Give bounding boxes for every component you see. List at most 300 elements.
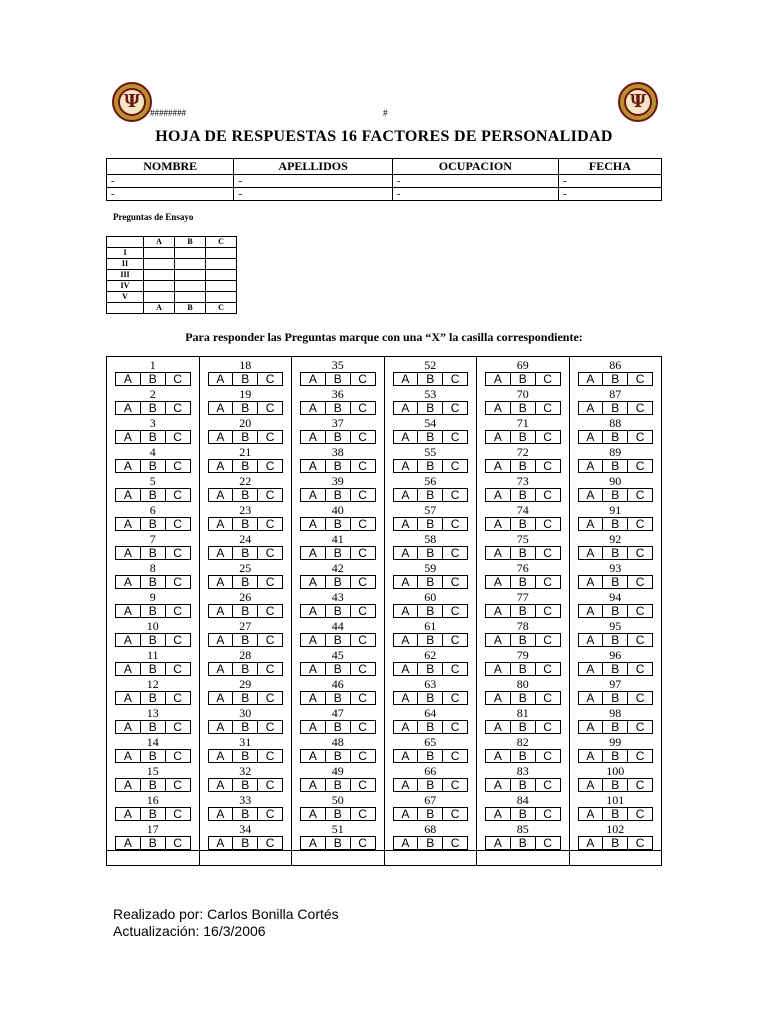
answer-option-c[interactable]: C [358, 604, 367, 618]
practice-cell[interactable] [206, 248, 237, 259]
answer-option-b[interactable]: B [511, 373, 536, 385]
answer-option-c[interactable]: C [173, 807, 182, 821]
answer-option-b[interactable]: B [233, 634, 258, 646]
answer-option-b[interactable]: B [511, 634, 536, 646]
answer-option-c[interactable]: C [265, 517, 275, 531]
answer-option-c[interactable]: C [635, 691, 645, 705]
answer-option-c[interactable]: C [265, 778, 275, 792]
answer-option-c[interactable]: C [173, 836, 182, 850]
answer-option-b[interactable]: B [511, 402, 536, 414]
answer-option-c[interactable]: C [173, 430, 182, 444]
answer-option-c[interactable]: C [635, 778, 645, 792]
answer-option-c[interactable]: C [450, 575, 460, 589]
answer-option-c[interactable]: C [265, 749, 275, 763]
answer-option-c[interactable]: C [543, 691, 552, 705]
answer-option-b[interactable]: B [418, 750, 443, 762]
answer-option-c[interactable]: C [543, 604, 552, 618]
answer-option-a[interactable]: A [116, 518, 141, 530]
answer-option-b[interactable]: B [418, 402, 443, 414]
answer-option-b[interactable]: B [418, 431, 443, 443]
answer-option-c[interactable]: C [173, 459, 182, 473]
answer-option-b[interactable]: B [603, 576, 628, 588]
answer-option-a[interactable]: A [209, 605, 234, 617]
practice-cell[interactable] [206, 270, 237, 281]
answer-option-c[interactable]: C [543, 633, 552, 647]
answer-option-a[interactable]: A [116, 779, 141, 791]
answer-option-a[interactable]: A [394, 605, 419, 617]
answer-option-a[interactable]: A [301, 576, 326, 588]
answer-option-c[interactable]: C [358, 778, 367, 792]
answer-option-a[interactable]: A [301, 692, 326, 704]
answer-option-a[interactable]: A [116, 634, 141, 646]
answer-option-b[interactable]: B [511, 547, 536, 559]
answer-option-b[interactable]: B [141, 634, 166, 646]
answer-option-c[interactable]: C [173, 401, 182, 415]
answer-option-c[interactable]: C [358, 459, 367, 473]
answer-option-c[interactable]: C [265, 575, 275, 589]
answer-option-b[interactable]: B [141, 373, 166, 385]
answer-option-c[interactable]: C [265, 604, 275, 618]
answer-option-c[interactable]: C [173, 778, 182, 792]
answer-option-c[interactable]: C [265, 720, 275, 734]
answer-option-c[interactable]: C [635, 430, 645, 444]
answer-option-c[interactable]: C [450, 604, 460, 618]
answer-option-a[interactable]: A [486, 489, 511, 501]
answer-option-a[interactable]: A [209, 373, 234, 385]
answer-option-c[interactable]: C [358, 546, 367, 560]
answer-option-a[interactable]: A [394, 518, 419, 530]
answer-option-c[interactable]: C [265, 836, 275, 850]
answer-option-a[interactable]: A [209, 721, 234, 733]
answer-option-a[interactable]: A [209, 460, 234, 472]
answer-option-b[interactable]: B [233, 808, 258, 820]
practice-cell[interactable] [144, 281, 175, 292]
answer-option-a[interactable]: A [209, 402, 234, 414]
answer-option-c[interactable]: C [173, 575, 182, 589]
answer-option-b[interactable]: B [233, 779, 258, 791]
answer-option-b[interactable]: B [326, 373, 351, 385]
answer-option-b[interactable]: B [326, 402, 351, 414]
practice-cell[interactable] [206, 292, 237, 303]
answer-option-b[interactable]: B [326, 808, 351, 820]
answer-option-a[interactable]: A [486, 721, 511, 733]
answer-option-b[interactable]: B [141, 779, 166, 791]
answer-option-c[interactable]: C [543, 778, 552, 792]
answer-option-a[interactable]: A [394, 663, 419, 675]
answer-option-c[interactable]: C [450, 430, 460, 444]
answer-option-a[interactable]: A [486, 431, 511, 443]
answer-option-b[interactable]: B [603, 663, 628, 675]
answer-option-b[interactable]: B [511, 721, 536, 733]
answer-option-c[interactable]: C [173, 633, 182, 647]
answer-option-b[interactable]: B [511, 431, 536, 443]
answer-option-b[interactable]: B [326, 605, 351, 617]
answer-option-b[interactable]: B [233, 518, 258, 530]
answer-option-b[interactable]: B [141, 489, 166, 501]
practice-cell[interactable] [175, 259, 206, 270]
answer-option-c[interactable]: C [358, 633, 367, 647]
answer-option-b[interactable]: B [141, 402, 166, 414]
answer-option-b[interactable]: B [326, 547, 351, 559]
answer-option-a[interactable]: A [486, 518, 511, 530]
answer-option-c[interactable]: C [543, 488, 552, 502]
answer-option-c[interactable]: C [265, 401, 275, 415]
answer-option-a[interactable]: A [579, 402, 604, 414]
answer-option-b[interactable]: B [233, 576, 258, 588]
answer-option-a[interactable]: A [579, 837, 604, 849]
answer-option-b[interactable]: B [141, 547, 166, 559]
answer-option-c[interactable]: C [358, 430, 367, 444]
answer-option-c[interactable]: C [450, 517, 460, 531]
answer-option-c[interactable]: C [635, 836, 645, 850]
answer-option-c[interactable]: C [450, 691, 460, 705]
answer-option-a[interactable]: A [579, 518, 604, 530]
practice-cell[interactable] [206, 259, 237, 270]
answer-option-c[interactable]: C [173, 720, 182, 734]
answer-option-b[interactable]: B [233, 402, 258, 414]
info-cell[interactable]: - [234, 188, 392, 201]
answer-option-a[interactable]: A [394, 634, 419, 646]
answer-option-c[interactable]: C [173, 662, 182, 676]
answer-option-a[interactable]: A [394, 721, 419, 733]
answer-option-b[interactable]: B [603, 402, 628, 414]
answer-option-b[interactable]: B [603, 837, 628, 849]
answer-option-c[interactable]: C [173, 372, 182, 386]
answer-option-b[interactable]: B [511, 576, 536, 588]
answer-option-c[interactable]: C [265, 430, 275, 444]
answer-option-a[interactable]: A [209, 518, 234, 530]
answer-option-b[interactable]: B [418, 634, 443, 646]
answer-option-a[interactable]: A [301, 547, 326, 559]
answer-option-a[interactable]: A [209, 634, 234, 646]
answer-option-a[interactable]: A [394, 373, 419, 385]
answer-option-b[interactable]: B [326, 431, 351, 443]
answer-option-a[interactable]: A [394, 779, 419, 791]
answer-option-b[interactable]: B [511, 808, 536, 820]
answer-option-b[interactable]: B [233, 721, 258, 733]
answer-option-a[interactable]: A [579, 576, 604, 588]
answer-option-c[interactable]: C [635, 546, 645, 560]
answer-option-a[interactable]: A [579, 779, 604, 791]
answer-option-c[interactable]: C [265, 459, 275, 473]
answer-option-a[interactable]: A [486, 808, 511, 820]
answer-option-a[interactable]: A [116, 837, 141, 849]
answer-option-a[interactable]: A [116, 576, 141, 588]
answer-option-b[interactable]: B [233, 605, 258, 617]
answer-option-b[interactable]: B [141, 460, 166, 472]
answer-option-b[interactable]: B [141, 518, 166, 530]
answer-option-b[interactable]: B [418, 518, 443, 530]
answer-option-b[interactable]: B [141, 750, 166, 762]
answer-option-a[interactable]: A [486, 373, 511, 385]
answer-option-b[interactable]: B [511, 692, 536, 704]
answer-option-c[interactable]: C [543, 749, 552, 763]
answer-option-c[interactable]: C [543, 372, 552, 386]
answer-option-b[interactable]: B [326, 518, 351, 530]
answer-option-a[interactable]: A [209, 547, 234, 559]
answer-option-c[interactable]: C [450, 807, 460, 821]
answer-option-b[interactable]: B [141, 431, 166, 443]
answer-option-c[interactable]: C [635, 633, 645, 647]
answer-option-b[interactable]: B [326, 663, 351, 675]
answer-option-c[interactable]: C [173, 604, 182, 618]
answer-option-a[interactable]: A [116, 489, 141, 501]
answer-option-b[interactable]: B [233, 837, 258, 849]
answer-option-b[interactable]: B [326, 779, 351, 791]
answer-option-c[interactable]: C [358, 401, 367, 415]
answer-option-a[interactable]: A [579, 489, 604, 501]
info-cell[interactable]: - [392, 188, 558, 201]
answer-option-a[interactable]: A [394, 460, 419, 472]
practice-cell[interactable] [144, 259, 175, 270]
answer-option-a[interactable]: A [486, 837, 511, 849]
answer-option-a[interactable]: A [579, 721, 604, 733]
answer-option-c[interactable]: C [543, 459, 552, 473]
answer-option-c[interactable]: C [173, 517, 182, 531]
answer-option-b[interactable]: B [511, 489, 536, 501]
answer-option-c[interactable]: C [358, 807, 367, 821]
answer-option-c[interactable]: C [358, 372, 367, 386]
answer-option-c[interactable]: C [450, 720, 460, 734]
answer-option-c[interactable]: C [173, 546, 182, 560]
answer-option-a[interactable]: A [116, 663, 141, 675]
answer-option-a[interactable]: A [579, 692, 604, 704]
answer-option-a[interactable]: A [301, 373, 326, 385]
answer-option-a[interactable]: A [301, 808, 326, 820]
practice-cell[interactable] [175, 270, 206, 281]
answer-option-b[interactable]: B [418, 576, 443, 588]
answer-option-c[interactable]: C [358, 488, 367, 502]
answer-option-c[interactable]: C [635, 604, 645, 618]
answer-option-c[interactable]: C [265, 488, 275, 502]
answer-option-c[interactable]: C [543, 807, 552, 821]
answer-option-a[interactable]: A [116, 808, 141, 820]
info-cell[interactable]: - [107, 188, 234, 201]
answer-option-a[interactable]: A [486, 547, 511, 559]
answer-option-a[interactable]: A [301, 634, 326, 646]
answer-option-a[interactable]: A [209, 750, 234, 762]
answer-option-b[interactable]: B [418, 663, 443, 675]
answer-option-a[interactable]: A [301, 663, 326, 675]
answer-option-a[interactable]: A [209, 489, 234, 501]
answer-option-a[interactable]: A [394, 576, 419, 588]
answer-option-c[interactable]: C [543, 662, 552, 676]
answer-option-a[interactable]: A [301, 721, 326, 733]
answer-option-b[interactable]: B [141, 692, 166, 704]
answer-option-a[interactable]: A [579, 808, 604, 820]
answer-option-b[interactable]: B [326, 460, 351, 472]
answer-option-b[interactable]: B [603, 750, 628, 762]
answer-option-a[interactable]: A [209, 692, 234, 704]
answer-option-a[interactable]: A [394, 402, 419, 414]
answer-option-c[interactable]: C [358, 575, 367, 589]
answer-option-c[interactable]: C [635, 517, 645, 531]
answer-option-c[interactable]: C [173, 749, 182, 763]
answer-option-a[interactable]: A [301, 518, 326, 530]
answer-option-a[interactable]: A [301, 750, 326, 762]
answer-option-b[interactable]: B [418, 837, 443, 849]
answer-option-b[interactable]: B [418, 605, 443, 617]
answer-option-a[interactable]: A [301, 460, 326, 472]
answer-option-b[interactable]: B [233, 547, 258, 559]
answer-option-b[interactable]: B [603, 373, 628, 385]
answer-option-c[interactable]: C [450, 401, 460, 415]
answer-option-a[interactable]: A [579, 547, 604, 559]
answer-option-b[interactable]: B [326, 750, 351, 762]
answer-option-a[interactable]: A [116, 750, 141, 762]
answer-option-a[interactable]: A [486, 750, 511, 762]
answer-option-b[interactable]: B [233, 431, 258, 443]
answer-option-a[interactable]: A [486, 605, 511, 617]
answer-option-b[interactable]: B [603, 489, 628, 501]
answer-option-b[interactable]: B [418, 489, 443, 501]
answer-option-c[interactable]: C [265, 546, 275, 560]
answer-option-a[interactable]: A [301, 489, 326, 501]
answer-option-c[interactable]: C [635, 372, 645, 386]
answer-option-c[interactable]: C [265, 807, 275, 821]
answer-option-c[interactable]: C [543, 836, 552, 850]
answer-option-b[interactable]: B [418, 692, 443, 704]
answer-option-c[interactable]: C [358, 517, 367, 531]
practice-cell[interactable] [206, 281, 237, 292]
answer-option-c[interactable]: C [543, 401, 552, 415]
answer-option-a[interactable]: A [394, 808, 419, 820]
answer-option-a[interactable]: A [209, 663, 234, 675]
answer-option-b[interactable]: B [233, 663, 258, 675]
answer-option-b[interactable]: B [603, 779, 628, 791]
answer-option-a[interactable]: A [394, 489, 419, 501]
answer-option-a[interactable]: A [394, 431, 419, 443]
answer-option-c[interactable]: C [265, 662, 275, 676]
answer-option-a[interactable]: A [301, 402, 326, 414]
answer-option-b[interactable]: B [603, 808, 628, 820]
answer-option-c[interactable]: C [450, 778, 460, 792]
answer-option-b[interactable]: B [603, 605, 628, 617]
answer-option-a[interactable]: A [579, 605, 604, 617]
answer-option-a[interactable]: A [301, 779, 326, 791]
answer-option-c[interactable]: C [173, 691, 182, 705]
answer-option-c[interactable]: C [358, 691, 367, 705]
answer-option-b[interactable]: B [233, 460, 258, 472]
answer-option-c[interactable]: C [358, 749, 367, 763]
answer-option-c[interactable]: C [450, 749, 460, 763]
answer-option-b[interactable]: B [511, 663, 536, 675]
answer-option-c[interactable]: C [265, 372, 275, 386]
answer-option-a[interactable]: A [486, 402, 511, 414]
answer-option-b[interactable]: B [326, 721, 351, 733]
info-cell[interactable]: - [558, 188, 661, 201]
answer-option-c[interactable]: C [635, 401, 645, 415]
answer-option-b[interactable]: B [511, 779, 536, 791]
answer-option-b[interactable]: B [603, 518, 628, 530]
answer-option-c[interactable]: C [265, 633, 275, 647]
answer-option-b[interactable]: B [141, 808, 166, 820]
answer-option-b[interactable]: B [326, 692, 351, 704]
practice-cell[interactable] [144, 292, 175, 303]
info-cell[interactable]: - [107, 175, 234, 188]
answer-option-a[interactable]: A [579, 373, 604, 385]
answer-option-b[interactable]: B [141, 605, 166, 617]
answer-option-a[interactable]: A [301, 431, 326, 443]
answer-option-b[interactable]: B [603, 634, 628, 646]
answer-option-a[interactable]: A [116, 373, 141, 385]
answer-option-a[interactable]: A [116, 431, 141, 443]
answer-option-b[interactable]: B [326, 634, 351, 646]
answer-option-a[interactable]: A [116, 460, 141, 472]
answer-option-c[interactable]: C [543, 720, 552, 734]
answer-option-b[interactable]: B [326, 576, 351, 588]
answer-option-a[interactable]: A [486, 692, 511, 704]
answer-option-b[interactable]: B [233, 750, 258, 762]
answer-option-b[interactable]: B [141, 721, 166, 733]
answer-option-b[interactable]: B [603, 547, 628, 559]
answer-option-c[interactable]: C [450, 836, 460, 850]
answer-option-b[interactable]: B [418, 460, 443, 472]
info-cell[interactable]: - [558, 175, 661, 188]
answer-option-c[interactable]: C [450, 633, 460, 647]
answer-option-c[interactable]: C [543, 575, 552, 589]
practice-cell[interactable] [175, 248, 206, 259]
answer-option-a[interactable]: A [116, 402, 141, 414]
answer-option-c[interactable]: C [635, 575, 645, 589]
practice-cell[interactable] [175, 292, 206, 303]
answer-option-b[interactable]: B [511, 837, 536, 849]
answer-option-c[interactable]: C [173, 488, 182, 502]
answer-option-b[interactable]: B [141, 663, 166, 675]
answer-option-a[interactable]: A [209, 837, 234, 849]
answer-option-c[interactable]: C [635, 662, 645, 676]
answer-option-a[interactable]: A [116, 721, 141, 733]
answer-option-a[interactable]: A [579, 460, 604, 472]
answer-option-b[interactable]: B [418, 373, 443, 385]
answer-option-a[interactable]: A [209, 808, 234, 820]
answer-option-c[interactable]: C [635, 720, 645, 734]
answer-option-a[interactable]: A [209, 431, 234, 443]
answer-option-a[interactable]: A [486, 663, 511, 675]
answer-option-c[interactable]: C [358, 836, 367, 850]
answer-option-a[interactable]: A [301, 605, 326, 617]
practice-cell[interactable] [175, 281, 206, 292]
answer-option-a[interactable]: A [579, 750, 604, 762]
answer-option-b[interactable]: B [603, 721, 628, 733]
answer-option-b[interactable]: B [141, 576, 166, 588]
answer-option-a[interactable]: A [486, 779, 511, 791]
answer-option-c[interactable]: C [635, 459, 645, 473]
answer-option-c[interactable]: C [450, 488, 460, 502]
answer-option-b[interactable]: B [603, 692, 628, 704]
answer-option-c[interactable]: C [450, 372, 460, 386]
answer-option-b[interactable]: B [141, 837, 166, 849]
answer-option-c[interactable]: C [635, 807, 645, 821]
practice-cell[interactable] [144, 248, 175, 259]
info-cell[interactable]: - [234, 175, 392, 188]
answer-option-a[interactable]: A [301, 837, 326, 849]
answer-option-b[interactable]: B [603, 460, 628, 472]
answer-option-b[interactable]: B [418, 721, 443, 733]
answer-option-a[interactable]: A [116, 605, 141, 617]
answer-option-c[interactable]: C [450, 459, 460, 473]
answer-option-b[interactable]: B [418, 547, 443, 559]
answer-option-a[interactable]: A [116, 692, 141, 704]
answer-option-c[interactable]: C [543, 430, 552, 444]
answer-option-c[interactable]: C [358, 720, 367, 734]
answer-option-c[interactable]: C [635, 749, 645, 763]
answer-option-b[interactable]: B [511, 750, 536, 762]
answer-option-b[interactable]: B [233, 489, 258, 501]
answer-option-c[interactable]: C [635, 488, 645, 502]
answer-option-b[interactable]: B [233, 692, 258, 704]
answer-option-b[interactable]: B [603, 431, 628, 443]
